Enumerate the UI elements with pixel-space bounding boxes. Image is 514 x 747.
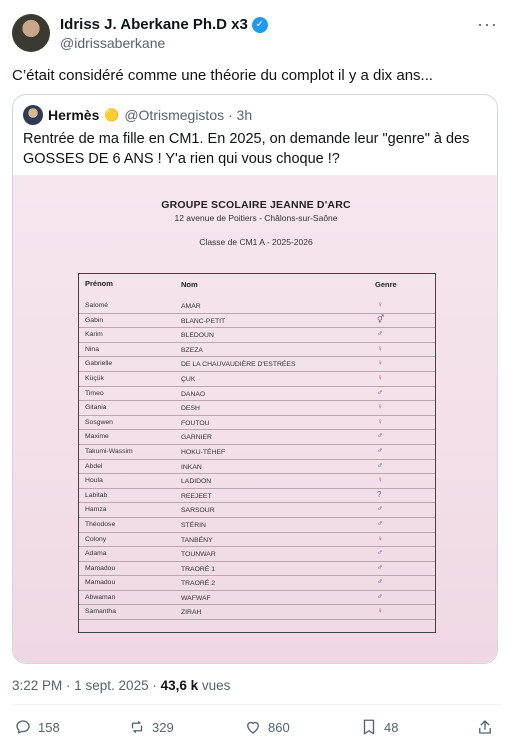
repost-icon (128, 718, 146, 736)
table-row (79, 372, 435, 387)
table-row (79, 591, 435, 606)
tweet-text: C’était considéré comme une théorie du complot il y a dix ans... (12, 67, 434, 84)
bookmark-count: 48 (384, 719, 399, 735)
bookmark-button[interactable] (360, 718, 398, 736)
quoted-emoji-icon: 🟡 (104, 108, 120, 122)
divider (12, 704, 502, 705)
table-row (79, 460, 435, 475)
row-prenom: Théodose (85, 520, 116, 528)
row-nom: GARNIER (181, 434, 212, 442)
row-nom: INKAN (181, 463, 202, 471)
row-prenom: Küçük (85, 374, 104, 382)
table-row (79, 314, 435, 329)
table-row (79, 518, 435, 533)
row-nom: TRAORÉ 2 (181, 580, 215, 588)
row-genre-icon: ♀ (377, 475, 383, 485)
table-row (79, 357, 435, 372)
row-nom: ÇUK (181, 375, 196, 383)
reply-icon (14, 718, 32, 736)
bookmark-icon (360, 718, 378, 736)
quoted-display-name[interactable]: Hermès (48, 107, 100, 123)
quoted-header (23, 105, 252, 125)
author-name-row (60, 16, 268, 33)
row-nom: WAFWAF (181, 594, 211, 602)
views-label: vues (198, 678, 231, 693)
verified-badge-icon: ✓ (252, 17, 268, 33)
row-prenom: Gitania (85, 404, 107, 412)
row-prenom: Gabrielle (85, 360, 113, 368)
table-row (79, 328, 435, 343)
roster-header-row (79, 274, 435, 292)
row-genre-icon: ♂ (377, 504, 383, 514)
row-genre-icon: ♂ (377, 577, 383, 587)
row-nom: ZIRAH (181, 609, 202, 617)
table-row (79, 387, 435, 402)
reply-count: 158 (38, 719, 60, 735)
row-prenom: Adama (85, 550, 107, 558)
row-genre-icon: ⚥ (377, 314, 385, 324)
row-genre-icon: ♀ (377, 533, 383, 543)
row-nom: BLEDOUN (181, 332, 214, 340)
table-row (79, 547, 435, 562)
row-genre-icon: ♂ (377, 445, 383, 455)
tweet-timestamp[interactable]: 3:22 PM · 1 sept. 2025 · (12, 678, 161, 693)
row-nom: BZEZA (181, 346, 203, 354)
row-prenom: Mamadou (85, 564, 116, 572)
row-prenom: Sosgwen (85, 418, 113, 426)
reply-button[interactable] (14, 718, 60, 736)
like-button[interactable] (244, 718, 290, 736)
heart-icon (244, 718, 262, 736)
row-prenom: Timeo (85, 389, 104, 397)
row-prenom: Mamadou (85, 579, 116, 587)
repost-count: 329 (152, 719, 174, 735)
row-prenom: Nina (85, 345, 99, 353)
table-row (79, 605, 435, 620)
row-prenom: Karim (85, 331, 103, 339)
row-nom: DE LA CHAUVAUDIÈRE D'ESTRÉES (181, 361, 296, 369)
row-nom: LADIDON (181, 478, 212, 486)
row-nom: STÉRIN (181, 521, 206, 529)
author-display-name[interactable]: Idriss J. Aberkane Ph.D x3 (60, 16, 248, 33)
quoted-photo[interactable] (13, 175, 498, 664)
row-prenom: Salomé (85, 302, 109, 309)
row-genre-icon: ♀ (377, 606, 383, 616)
row-prenom: Abdel (85, 462, 103, 470)
table-row (79, 489, 435, 504)
row-nom: TANBÉNY (181, 536, 213, 544)
roster-table (78, 273, 436, 633)
row-prenom: Hamza (85, 506, 107, 514)
document-title: GROUPE SCOLAIRE JEANNE D'ARC (161, 199, 351, 211)
table-row (79, 576, 435, 591)
row-prenom: Abwaman (85, 593, 116, 601)
column-header-prenom: Prénom (85, 279, 113, 288)
author-avatar[interactable] (12, 14, 50, 52)
repost-button[interactable] (128, 718, 174, 736)
row-nom: REEJEET (181, 492, 212, 500)
row-prenom: Labitab (85, 491, 108, 499)
tweet-header (12, 12, 502, 56)
row-nom: BLANC-PETIT (181, 317, 226, 325)
row-nom: SARSOUR (181, 507, 215, 515)
row-prenom: Maxime (85, 433, 109, 441)
row-nom: DANAO (181, 390, 206, 398)
row-genre-icon: ♀ (377, 402, 383, 412)
row-genre-icon: ? (377, 489, 382, 499)
quoted-tweet[interactable] (12, 94, 498, 664)
table-row (79, 533, 435, 548)
row-nom: HOKU-TÉHEF (181, 448, 226, 456)
quoted-text: Rentrée de ma fille en CM1. En 2025, on demande leur "genre" à des GOSSES DE 6 ANS ! Y'a rien qui vous choque !? (23, 131, 470, 167)
row-genre-icon: ♀ (377, 372, 383, 382)
share-icon (476, 718, 494, 736)
row-nom: TRAORÉ 1 (181, 565, 215, 573)
more-options-icon[interactable]: ··· (477, 14, 498, 34)
row-genre-icon: ♂ (377, 431, 383, 441)
row-genre-icon: ♂ (377, 329, 383, 339)
table-row (79, 503, 435, 518)
row-nom: FOUTOU (181, 419, 210, 427)
row-prenom: Colony (85, 535, 107, 543)
row-genre-icon: ♀ (377, 358, 383, 368)
document-class-line: Classe de CM1 A - 2025-2026 (199, 237, 313, 247)
share-button[interactable] (476, 718, 494, 736)
document-address: 12 avenue de Poitiers - Châlons-sur-Saône (174, 213, 338, 223)
table-row (79, 430, 435, 445)
row-nom: DESH (181, 405, 200, 413)
row-genre-icon: ♂ (377, 562, 383, 572)
quoted-handle-time: @Otrismegistos · 3h (124, 107, 253, 123)
table-row (79, 474, 435, 489)
row-nom: AMAR (181, 303, 201, 310)
quoted-avatar[interactable] (23, 105, 43, 125)
row-prenom: Gabin (85, 316, 104, 324)
row-genre-icon: ♀ (377, 300, 383, 309)
row-genre-icon: ♂ (377, 591, 383, 601)
table-row (79, 401, 435, 416)
table-row (79, 562, 435, 577)
row-prenom: Samantha (85, 608, 116, 616)
action-bar (12, 714, 502, 740)
row-prenom: Takumi-Wassim (85, 447, 133, 455)
row-genre-icon: ♂ (377, 460, 383, 470)
like-count: 860 (268, 719, 290, 735)
row-genre-icon: ♂ (377, 387, 383, 397)
roster-rows (79, 299, 435, 620)
row-genre-icon: ♀ (377, 416, 383, 426)
tweet-meta (12, 678, 230, 693)
views-count: 43,6 k (160, 678, 199, 693)
table-row (79, 445, 435, 460)
row-genre-icon: ♀ (377, 343, 383, 353)
row-genre-icon: ♂ (377, 548, 383, 558)
table-row (79, 416, 435, 431)
row-genre-icon: ♂ (377, 518, 383, 528)
document-sheet (21, 177, 491, 657)
author-handle[interactable]: @idrissaberkane (60, 35, 166, 51)
row-prenom: Houla (85, 477, 103, 485)
row-nom: TOUNWAR (181, 551, 216, 559)
table-row (79, 299, 435, 314)
column-header-genre: Genre (375, 280, 397, 289)
column-header-nom: Nom (181, 280, 198, 289)
table-row (79, 343, 435, 358)
